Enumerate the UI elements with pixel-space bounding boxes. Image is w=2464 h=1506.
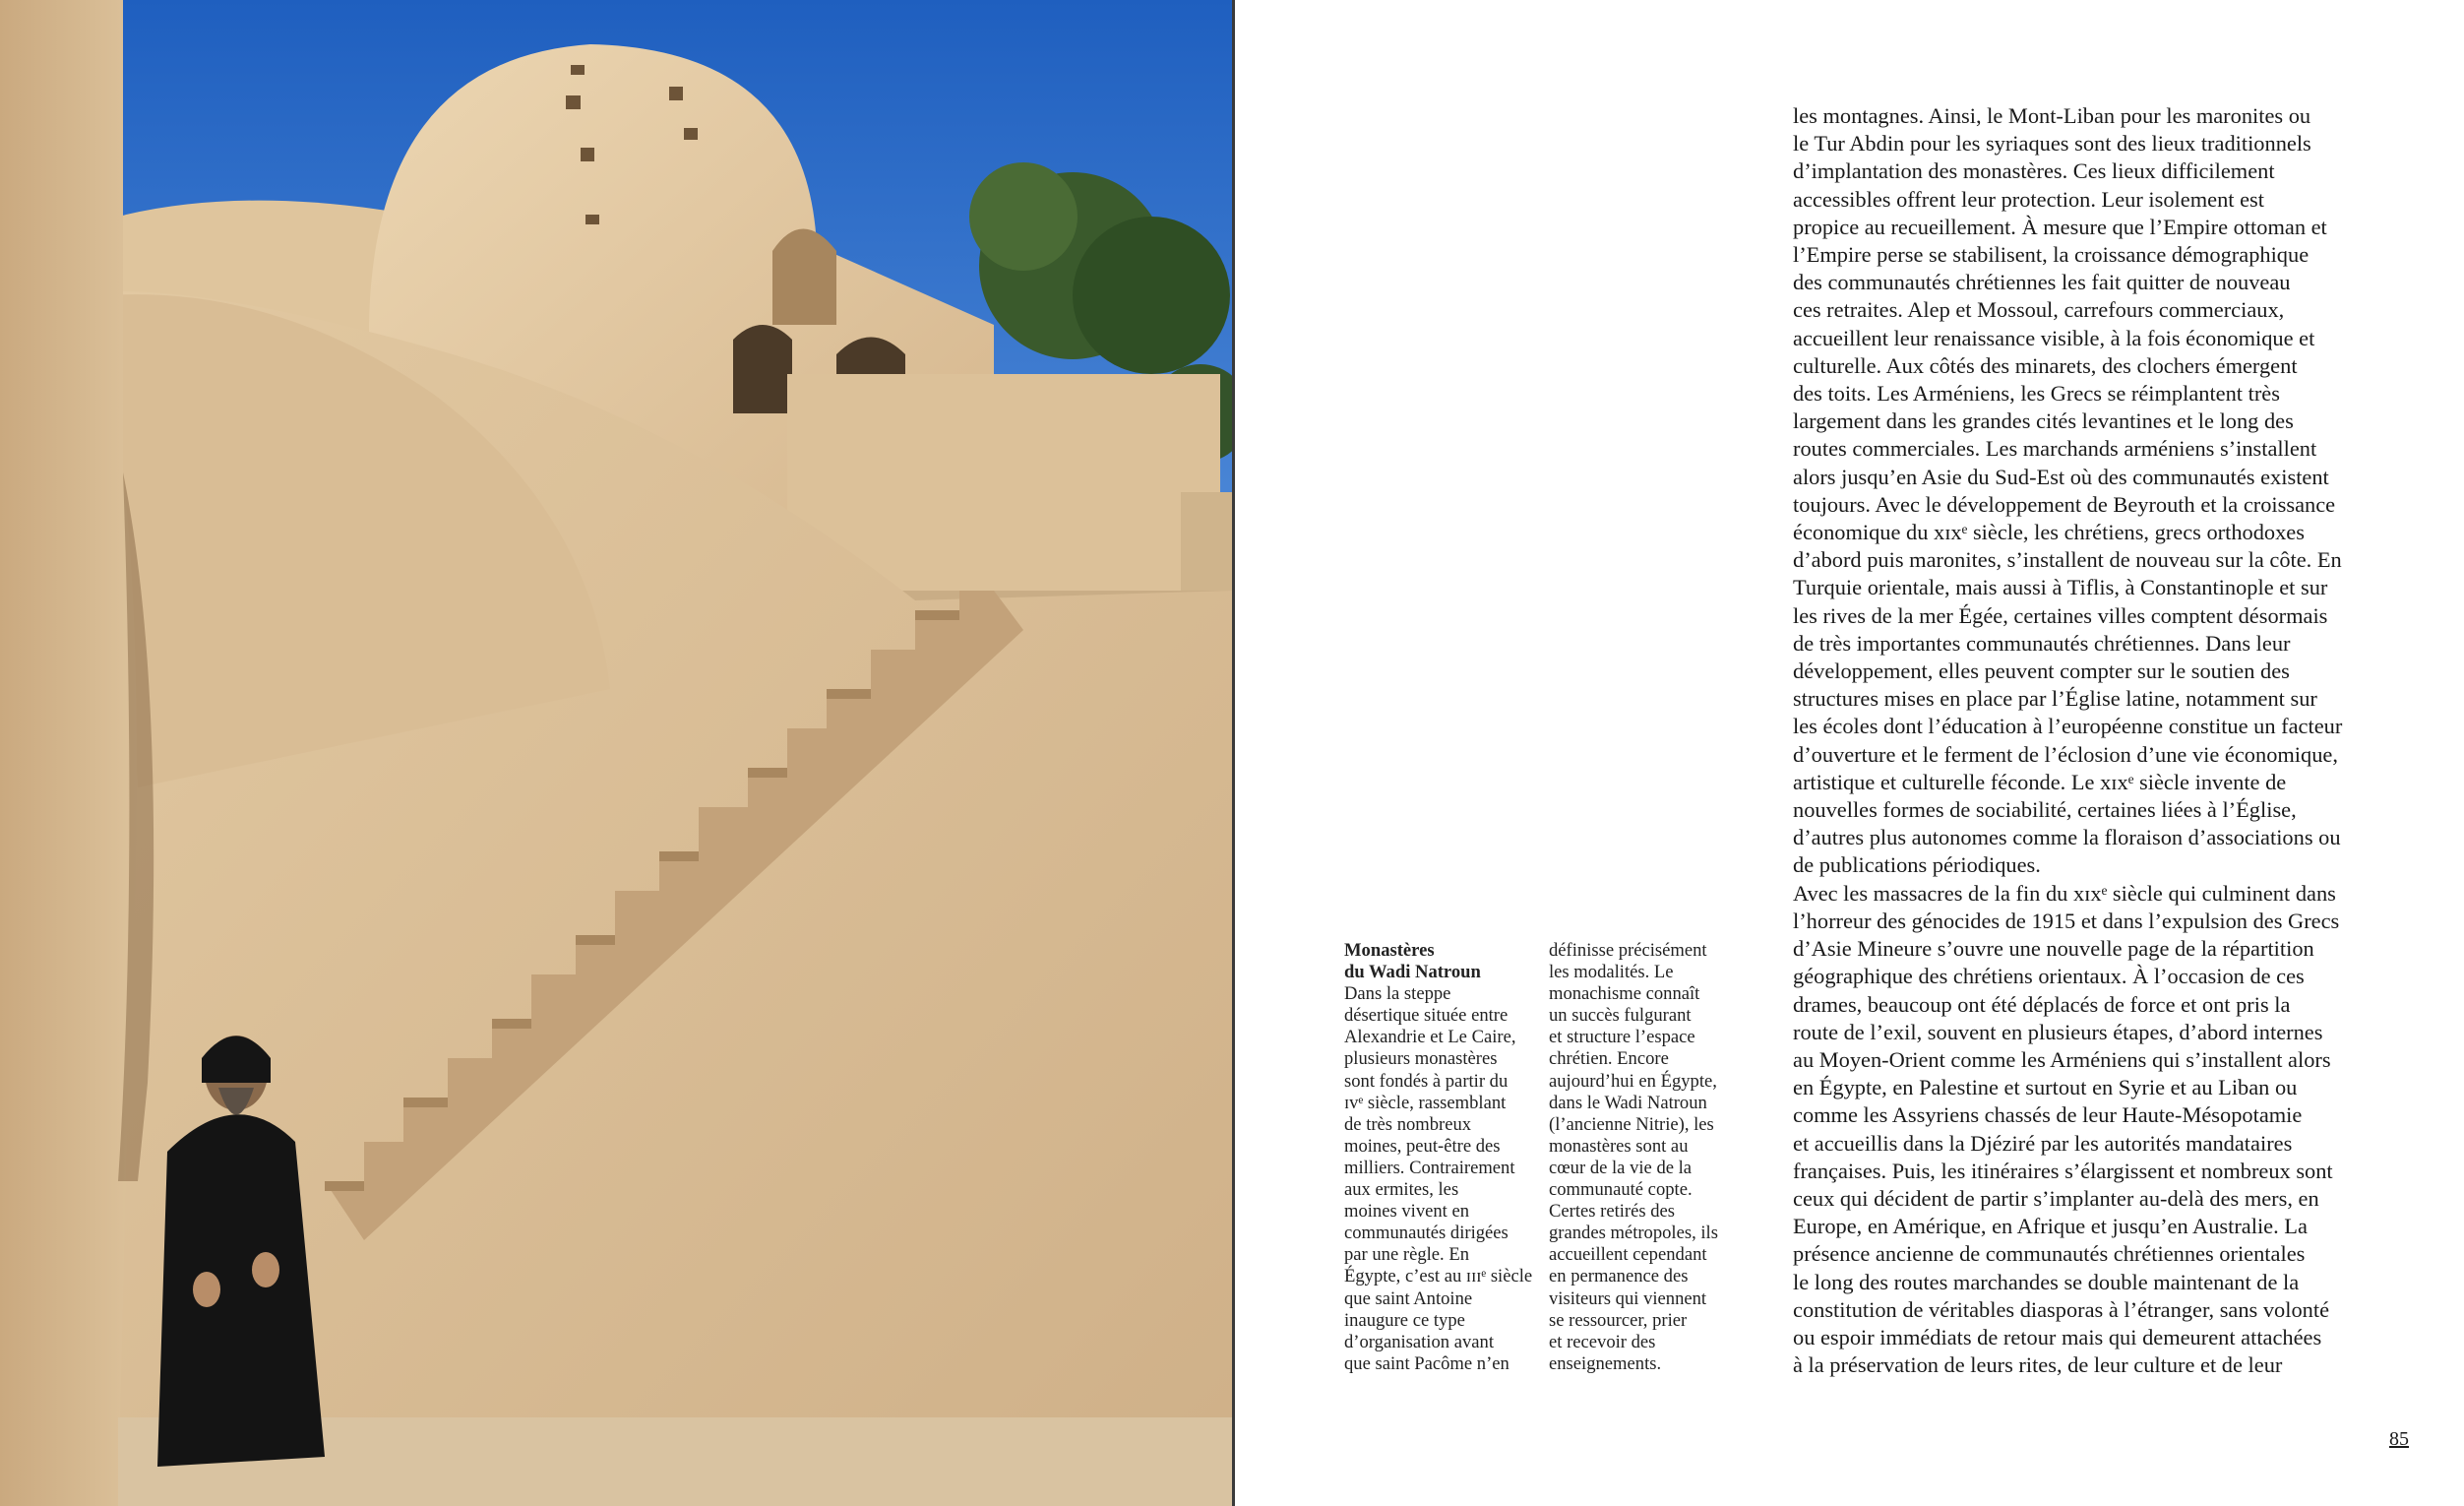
text-line: toujours. Avec le développement de Beyrouth et la croissance (1793, 491, 2336, 517)
caption-line: Certes retirés des (1549, 1201, 1676, 1223)
text-line: de publications périodiques. (1793, 852, 2041, 878)
text-line: d’ouverture et le ferment de l’éclosion d’une vie économique, (1793, 741, 2338, 767)
text-line: alors jusqu’en Asie du Sud-Est où des communautés existent (1793, 464, 2329, 489)
caption-title-line: Monastères (1344, 940, 1435, 961)
text-line: accessibles offrent leur protection. Leur isolement est (1793, 186, 2264, 212)
caption-line: en permanence des (1549, 1266, 1689, 1287)
text-line: ceux qui décident de partir s’implanter au-delà des mers, en (1793, 1185, 2319, 1211)
caption-line: que saint Antoine (1344, 1287, 1473, 1309)
caption-body-2 (1549, 940, 1746, 1375)
caption-line: aux ermites, les (1344, 1179, 1459, 1201)
main-text-column (1793, 102, 2354, 1379)
text-line: au Moyen-Orient comme les Arméniens qui s’installent alors (1793, 1046, 2331, 1072)
caption-line: définisse précisément (1549, 940, 1707, 961)
caption-line: moines, peut-être des (1344, 1135, 1501, 1157)
text-line: présence ancienne de communautés chrétiennes orientales (1793, 1241, 2306, 1267)
text-line: comme les Assyriens chassés de leur Haute-Mésopotamie (1793, 1102, 2303, 1128)
caption-line: aujourd’hui en Égypte, (1549, 1070, 1717, 1092)
text-line: les écoles dont l’éducation à l’européenne constitue un facteur (1793, 714, 2343, 739)
caption-line: Égypte, c’est au ɪɪɪᵉ siècle (1344, 1266, 1533, 1287)
caption-line: communautés dirigées (1344, 1223, 1509, 1244)
text-line: les rives de la mer Égée, certaines villes comptent désormais (1793, 602, 2328, 628)
caption-line: et structure l’espace (1549, 1027, 1695, 1048)
text-line: et accueillis dans la Djéziré par les autorités mandataires (1793, 1130, 2293, 1156)
text-line: l’horreur des génocides de 1915 et dans l’expulsion des Grecs (1793, 908, 2340, 933)
text-line: développement, elles peuvent compter sur le soutien des (1793, 659, 2290, 684)
caption-line: par une règle. En (1344, 1244, 1469, 1266)
text-line: Turquie orientale, mais aussi à Tiflis, à Constantinople et sur (1793, 575, 2328, 600)
caption-line: Dans la steppe (1344, 983, 1451, 1005)
text-line: accueillent leur renaissance visible, à la fois économique et (1793, 325, 2315, 350)
text-line: le long des routes marchandes se double maintenant de la (1793, 1269, 2300, 1294)
text-line: constitution de véritables diasporas à l’étranger, sans volonté (1793, 1296, 2330, 1322)
text-line: de très importantes communautés chrétiennes. Dans leur (1793, 630, 2291, 656)
text-line: culturelle. Aux côtés des minarets, des clochers émergent (1793, 352, 2298, 378)
text-line: nouvelles formes de sociabilité, certaines liées à l’Église, (1793, 797, 2297, 823)
caption-line: communauté copte. (1549, 1179, 1693, 1201)
caption-line: (l’ancienne Nitrie), les (1549, 1113, 1714, 1135)
caption-line: monachisme connaît (1549, 983, 1700, 1005)
caption-body-1 (1344, 983, 1541, 1375)
text-line: d’Asie Mineure s’ouvre une nouvelle page de la répartition (1793, 936, 2314, 962)
text-line: ou espoir immédiats de retour mais qui demeurent attachées (1793, 1324, 2322, 1349)
text-line: économique du xɪxᵉ siècle, les chrétiens, grecs orthodoxes (1793, 520, 2305, 545)
caption-column-2 (1549, 940, 1746, 1375)
caption-line: milliers. Contrairement (1344, 1157, 1515, 1178)
text-line: d’abord puis maronites, s’installent de nouveau sur la côte. En (1793, 547, 2342, 573)
text-line: des toits. Les Arméniens, les Grecs se réimplantent très (1793, 381, 2280, 407)
caption-line: accueillent cependant (1549, 1244, 1707, 1266)
text-line: des communautés chrétiennes les fait quitter de nouveau (1793, 270, 2291, 295)
text-line: à la préservation de leurs rites, de leur culture et de leur (1793, 1352, 2283, 1378)
caption-line: dans le Wadi Natroun (1549, 1092, 1707, 1113)
text-line: françaises. Puis, les itinéraires s’élargissent et nombreux sont (1793, 1158, 2333, 1183)
caption-line: chrétien. Encore (1549, 1048, 1669, 1070)
caption-line: désertique située entre (1344, 1005, 1509, 1027)
caption-line: un succès fulgurant (1549, 1005, 1692, 1027)
caption-line: monastères sont au (1549, 1135, 1689, 1157)
page-gutter (1232, 0, 1235, 1506)
caption-line: cœur de la vie de la (1549, 1157, 1693, 1178)
caption-line: d’organisation avant (1344, 1331, 1494, 1352)
text-line: d’implantation des monastères. Ces lieux difficilement (1793, 158, 2275, 184)
caption-line: enseignements. (1549, 1352, 1662, 1374)
text-line: structures mises en place par l’Église latine, notamment sur (1793, 686, 2317, 712)
text-line: d’autres plus autonomes comme la floraison d’associations ou (1793, 825, 2341, 850)
text-line: géographique des chrétiens orientaux. À l’occasion de ces (1793, 964, 2305, 989)
text-line: ces retraites. Alep et Mossoul, carrefours commerciaux, (1793, 297, 2285, 323)
text-line: route de l’exil, souvent en plusieurs étapes, d’abord internes (1793, 1019, 2323, 1044)
caption-line: visiteurs qui viennent (1549, 1287, 1707, 1309)
caption-line: plusieurs monastères (1344, 1048, 1498, 1070)
text-line: Avec les massacres de la fin du xɪxᵉ siècle qui culminent dans (1793, 880, 2336, 906)
text-line: artistique et culturelle féconde. Le xɪxᵉ siècle invente de (1793, 769, 2287, 794)
text-line: Europe, en Amérique, en Afrique et jusqu’en Australie. La (1793, 1214, 2308, 1239)
caption-line: les modalités. Le (1549, 962, 1674, 983)
caption-column-1 (1344, 940, 1541, 1375)
text-line: le Tur Abdin pour les syriaques sont des lieux traditionnels (1793, 131, 2311, 157)
text-line: l’Empire perse se stabilisent, la croissance démographique (1793, 242, 2310, 268)
text-line: en Égypte, en Palestine et surtout en Syrie et au Liban ou (1793, 1075, 2298, 1100)
caption-line: moines vivent en (1344, 1201, 1470, 1223)
page-number: 85 (2389, 1428, 2409, 1450)
text-line: propice au recueillement. À mesure que l’Empire ottoman et (1793, 214, 2327, 239)
text-line: routes commerciales. Les marchands arméniens s’installent (1793, 436, 2317, 462)
text-line: largement dans les grandes cités levantines et le long des (1793, 408, 2294, 434)
caption-line: que saint Pacôme n’en (1344, 1352, 1509, 1374)
caption-title-line: du Wadi Natroun (1344, 962, 1481, 983)
caption-line: sont fondés à partir du (1344, 1070, 1509, 1092)
caption-line: ɪᴠᵉ siècle, rassemblant (1344, 1092, 1507, 1113)
caption-line: Alexandrie et Le Caire, (1344, 1027, 1516, 1048)
caption-line: inaugure ce type (1344, 1309, 1465, 1331)
caption-line: se ressourcer, prier (1549, 1309, 1688, 1331)
text-line: drames, beaucoup ont été déplacés de force et ont pris la (1793, 991, 2291, 1017)
text-line: les montagnes. Ainsi, le Mont-Liban pour les maronites ou (1793, 103, 2311, 128)
caption-line: de très nombreux (1344, 1113, 1472, 1135)
caption-line: et recevoir des (1549, 1331, 1656, 1352)
caption-line: grandes métropoles, ils (1549, 1223, 1718, 1244)
